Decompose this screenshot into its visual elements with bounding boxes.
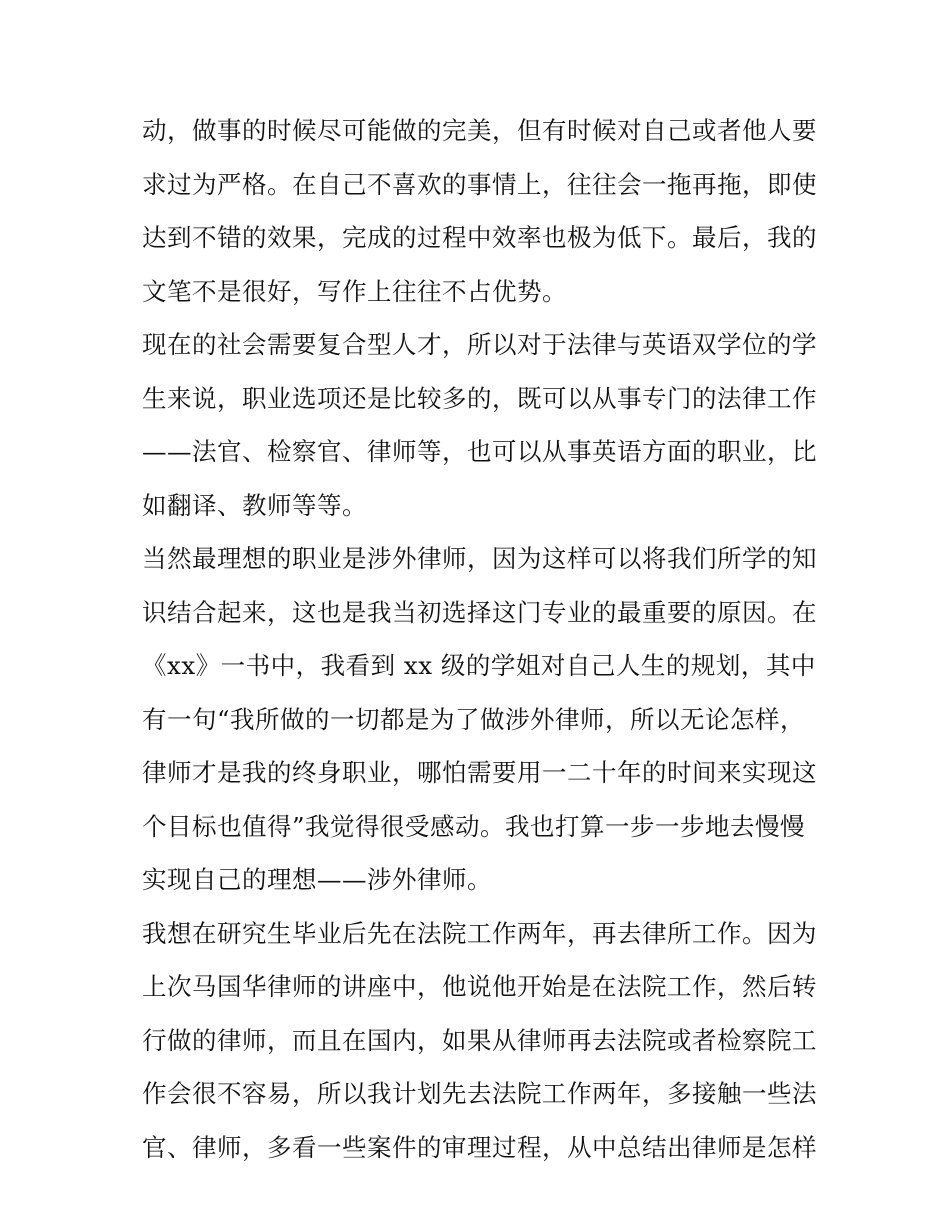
- document-body: [142, 104, 817, 1174]
- text-line: 我想在研究生毕业后先在法院工作两年，再去律所工作。因为: [142, 918, 817, 948]
- text-line: 个目标也值得”我觉得很受感动。我也打算一步一步地去慢慢: [142, 811, 806, 841]
- text-line: 文笔不是很好，写作上往往不占优势。: [142, 276, 567, 306]
- text-line: ——法官、检察官、律师等，也可以从事英语方面的职业，比: [142, 437, 817, 466]
- text-line: 达到不错的效果，完成的过程中效率也极为低下。最后，我的: [142, 223, 817, 252]
- paragraph: [142, 104, 817, 318]
- text-line: 上次马国华律师的讲座中，他说他开始是在法院工作，然后转: [142, 972, 817, 1001]
- text-line: 行做的律师，而且在国内，如果从律师再去法院或者检察院工: [142, 1025, 817, 1055]
- text-line: 作会很不容易，所以我计划先去法院工作两年，多接触一些法: [142, 1079, 817, 1108]
- text-line: 生来说，职业选项还是比较多的，既可以从事专门的法律工作: [142, 383, 817, 413]
- paragraph: [142, 907, 817, 1175]
- text-line: 实现自己的理想——涉外律师。: [142, 865, 492, 894]
- text-line: 《xx》一书中，我看到 xx 级的学姐对自己人生的规划，其中: [142, 651, 816, 680]
- text-line: 当然最理想的职业是涉外律师，因为这样可以将我们所学的知: [142, 544, 817, 573]
- paragraph: [142, 318, 817, 532]
- text-line: 官、律师，多看一些案件的审理过程，从中总结出律师是怎样: [142, 1132, 817, 1162]
- text-line: 求过为严格。在自己不喜欢的事情上，往往会一拖再拖，即使: [142, 169, 817, 199]
- text-line: 动，做事的时候尽可能做的完美，但有时候对自己或者他人要: [142, 116, 817, 145]
- text-line: 律师才是我的终身职业，哪怕需要用一二十年的时间来实现这: [142, 758, 817, 787]
- text-line: 如翻译、教师等等。: [142, 490, 367, 520]
- text-line: 现在的社会需要复合型人才，所以对于法律与英语双学位的学: [142, 330, 817, 359]
- text-line: 识结合起来，这也是我当初选择这门专业的最重要的原因。在: [142, 597, 817, 627]
- text-line: 有一句“我所做的一切都是为了做涉外律师，所以无论怎样，: [142, 704, 806, 734]
- paragraph: [142, 532, 817, 907]
